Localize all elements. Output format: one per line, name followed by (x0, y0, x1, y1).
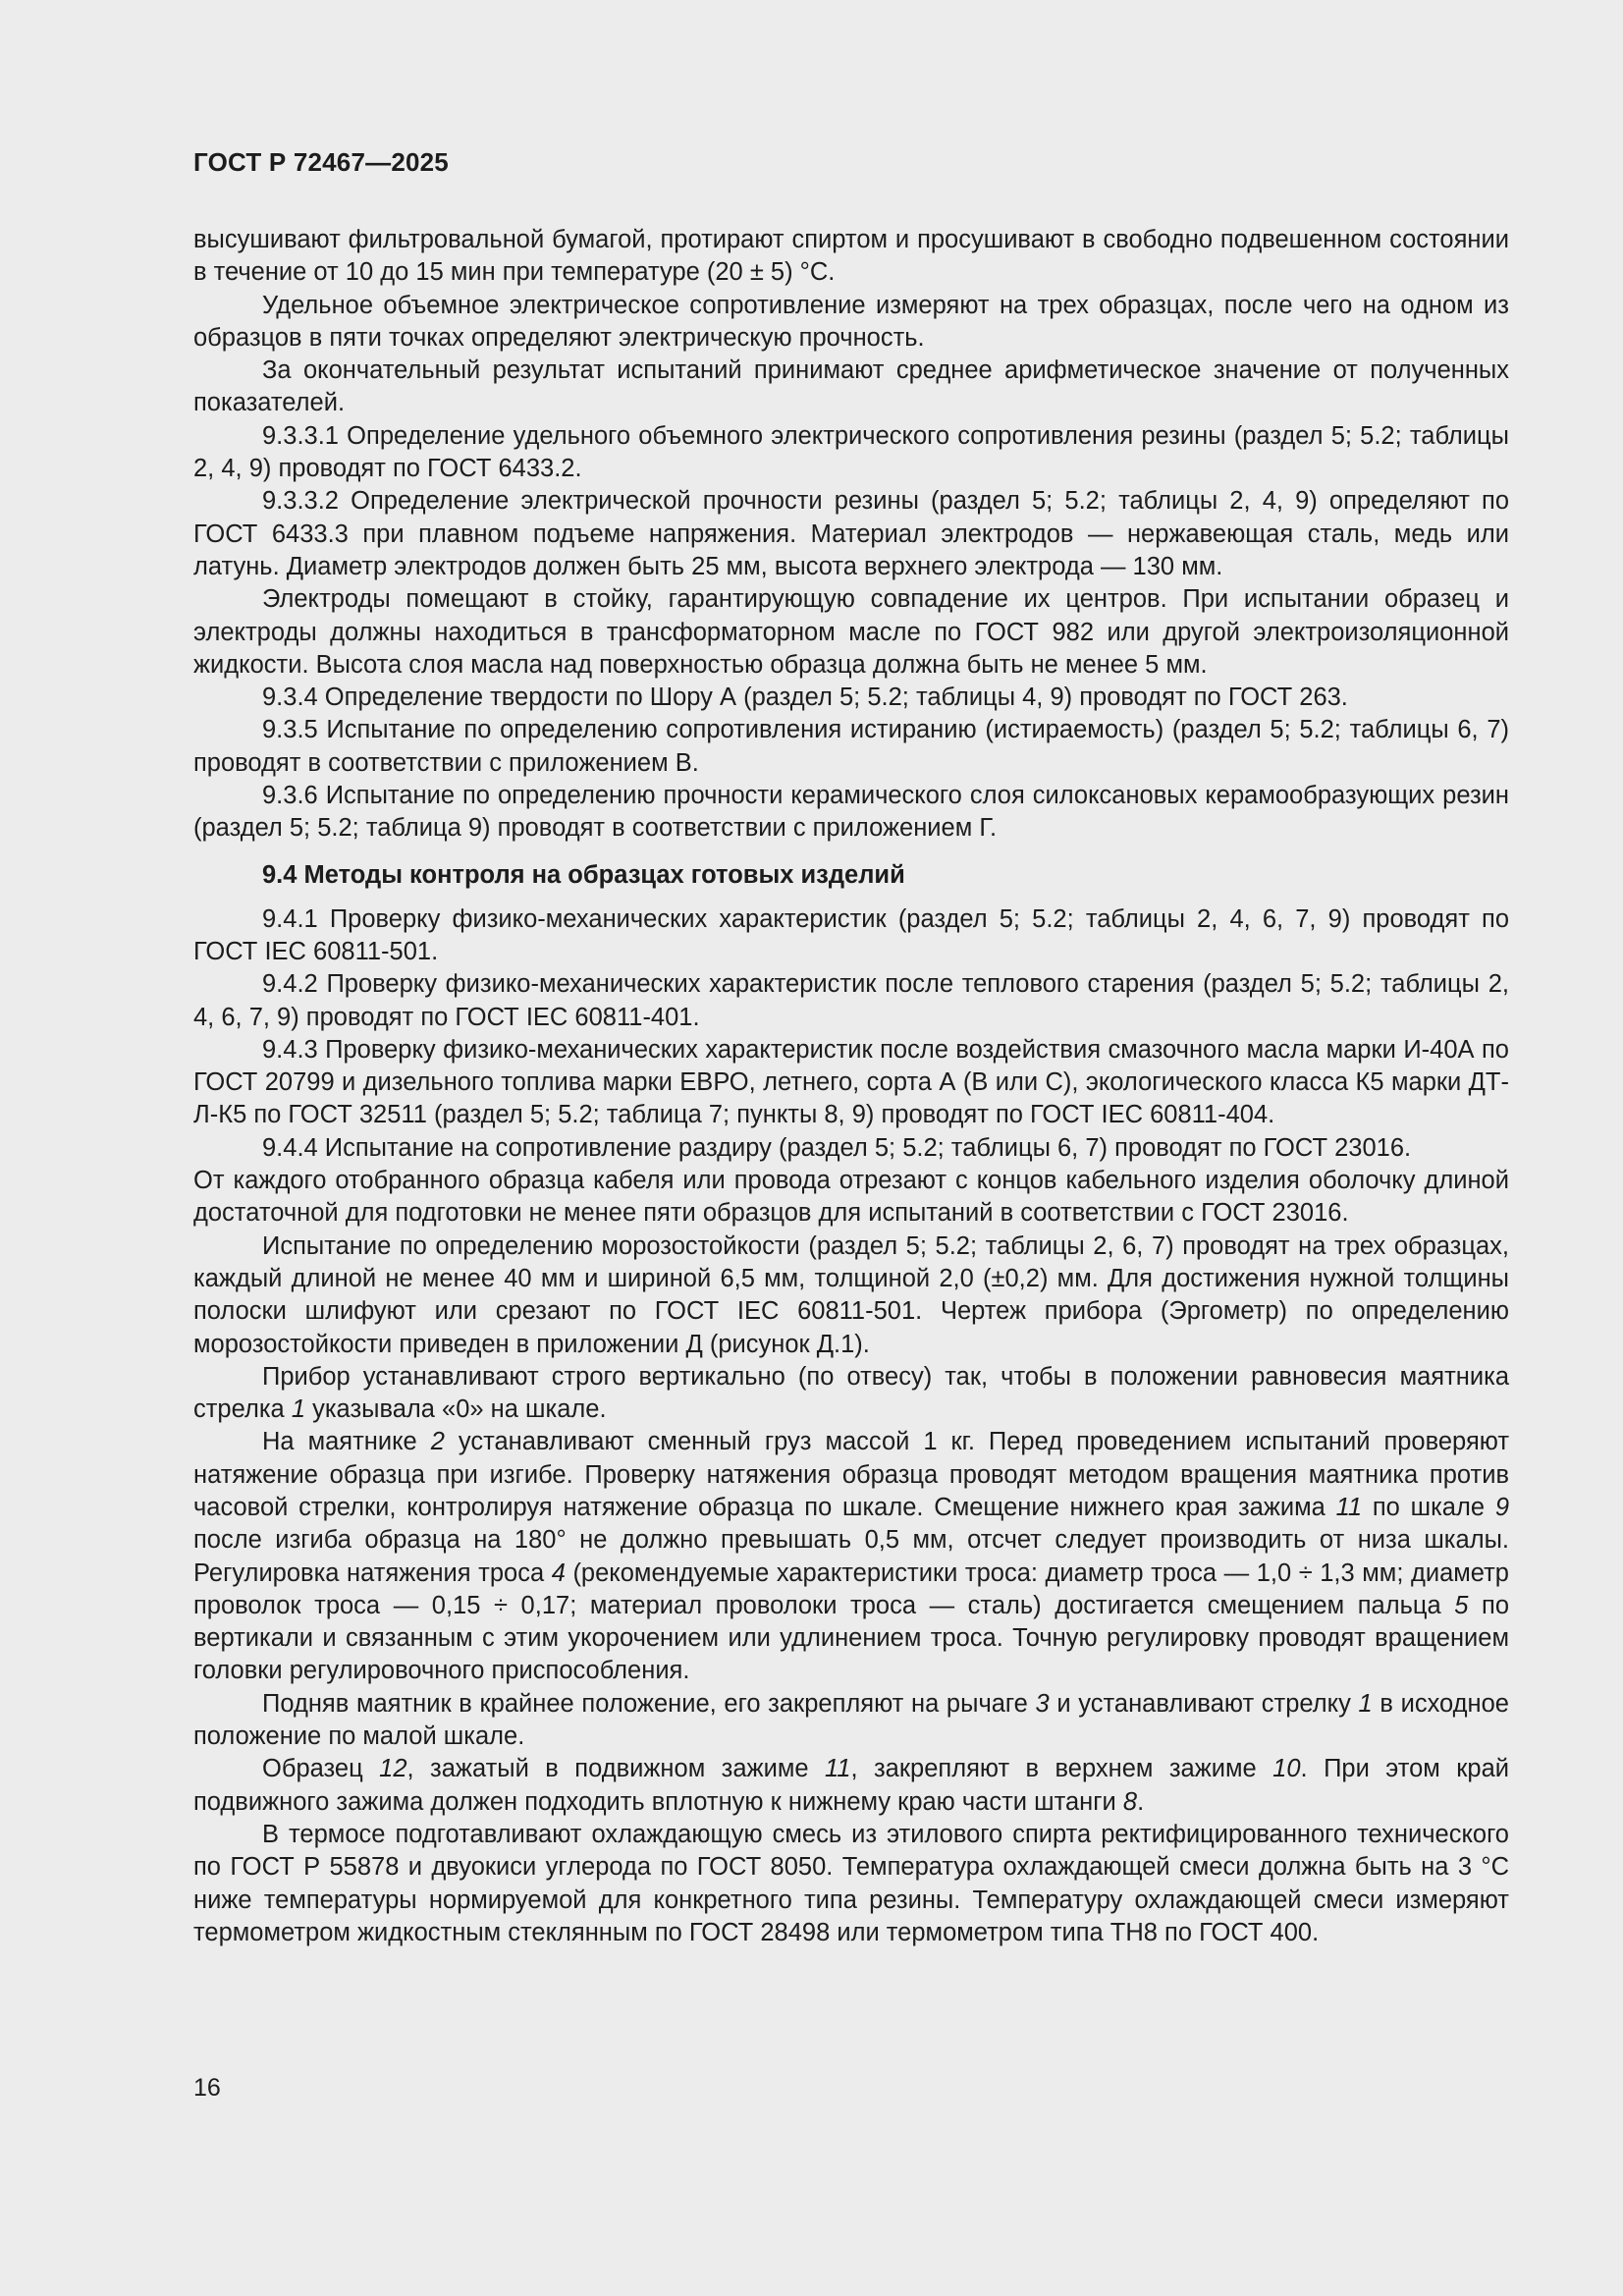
paragraph: 9.4.1 Проверку физико-механических характеристик (раздел 5; 5.2; таблицы 2, 4, 6, 7, 9) проводят по ГОСТ IEC 60811-501. (193, 904, 1509, 965)
text-run: Прибор устанавливают строго вертикально (по отвесу) так, чтобы в положении равновесия маятника стрелка (193, 1362, 1509, 1424)
text-run: и устанавливают стрелку (1049, 1689, 1359, 1718)
text-run: по шкале (1362, 1493, 1495, 1521)
paragraph: 9.4.2 Проверку физико-механических характеристик после теплового старения (раздел 5; 5.2; таблицы 2, 4, 6, 7, 9) проводят по ГОСТ IEC 60811-401. (193, 970, 1509, 1031)
reference-number: 4 (551, 1558, 566, 1587)
reference-number: 2 (430, 1428, 445, 1456)
text-run: по вертикали и связанным с этим укорочением или удлинением троса. Точную регулировку проводят вращением головки регулировочного приспособления. (193, 1591, 1510, 1685)
reference-number: 11 (1335, 1493, 1363, 1521)
reference-number: 9 (1494, 1493, 1509, 1521)
section-heading: 9.4 Методы контроля на образцах готовых изделий (262, 860, 905, 889)
paragraph: От каждого отобранного образца кабеля или провода отрезают с концов кабельного изделия оболочку длиной достаточной для подготовки не менее пяти образцов для испытаний в соответствии с ГОСТ 23016. (193, 1167, 1509, 1228)
reference-number: 10 (1272, 1755, 1301, 1783)
paragraph: высушивают фильтровальной бумагой, протирают спиртом и просушивают в свободно подвешенном состоянии в течение от 10 до 15 мин при температуре (20 ± 5) °С. (193, 226, 1509, 287)
paragraph: Электроды помещают в стойку, гарантирующую совпадение их центров. При испытании образец и электроды должны находиться в трансформаторном масле по ГОСТ 982 или другой электроизоляционной жидкости. Высота слоя масла над поверхностью образца должна быть не менее 5 мм. (193, 585, 1509, 679)
text-run: Подняв маятник в крайнее положение, его закрепляют на рычаге (262, 1689, 1036, 1718)
paragraph: В термосе подготавливают охлаждающую смесь из этилового спирта ректифицированного технического по ГОСТ Р 55878 и двуокиси углерода по ГОСТ 8050. Температура охлаждающей смеси должна быть на 3 °С ниже температуры нормируемой для конкретного типа резины. Температуру охлаждающей смеси измеряют термометром жидкостным стеклянным по ГОСТ 28498 или термометром типа ТН8 по ГОСТ 400. (193, 1820, 1509, 1946)
paragraph: 9.3.6 Испытание по определению прочности керамического слоя силоксановых керамообразующих резин (раздел 5; 5.2; таблица 9) проводят в соответствии с приложением Г. (193, 782, 1509, 843)
paragraph (193, 1688, 1509, 1754)
text-run: после изгиба образца на 180° не должно превышать 0,5 мм, отсчет следует производить от низа шкалы. Регулировка натяжения троса (193, 1526, 1509, 1587)
document-header: ГОСТ Р 72467—2025 (193, 147, 449, 177)
reference-number: 1 (291, 1395, 305, 1424)
paragraph: 9.4.4 Испытание на сопротивление раздиру (раздел 5; 5.2; таблицы 6, 7) проводят по ГОСТ 23016. (262, 1133, 1412, 1162)
paragraph (193, 1426, 1509, 1687)
text-run: , зажатый в подвижном зажиме (406, 1755, 825, 1783)
paragraph (193, 1753, 1509, 1819)
reference-number: 1 (1358, 1689, 1373, 1718)
text-run: На маятнике (262, 1428, 431, 1456)
reference-number: 5 (1454, 1591, 1469, 1619)
reference-number: 8 (1122, 1787, 1138, 1816)
text-run: Образец (262, 1755, 380, 1783)
text-run: . (1137, 1787, 1145, 1816)
reference-number: 12 (379, 1755, 407, 1783)
document-body (193, 224, 1509, 1949)
page-number: 16 (193, 2074, 221, 2102)
paragraph: 9.3.3.1 Определение удельного объемного электрического сопротивления резины (раздел 5; 5.2; таблицы 2, 4, 9) проводят по ГОСТ 6433.2. (193, 421, 1509, 483)
paragraph: Удельное объемное электрическое сопротивление измеряют на трех образцах, после чего на одном из образцов в пяти точках определяют электрическую прочность. (193, 291, 1509, 352)
paragraph: 9.3.5 Испытание по определению сопротивления истиранию (истираемость) (раздел 5; 5.2; таблицы 6, 7) проводят в соответствии с приложением В. (193, 716, 1509, 777)
text-run: . При этом край подвижного зажима должен подходить вплотную к нижнему краю части штанги (193, 1755, 1510, 1816)
text-run: устанавливают сменный груз массой 1 кг. Перед проведением испытаний проверяют натяжение образца при изгибе. Проверку натяжения образца проводят методом вращения маятника против часовой стрелки, контролируя натяжение образца по шкале. Смещение нижнего края зажима (193, 1428, 1510, 1521)
paragraph: 9.3.4 Определение твердости по Шору А (раздел 5; 5.2; таблицы 4, 9) проводят по ГОСТ 263. (262, 683, 1348, 712)
text-run: в исходное положение по малой шкале. (193, 1689, 1509, 1751)
reference-number: 3 (1035, 1689, 1050, 1718)
text-run: , закрепляют в верхнем зажиме (850, 1755, 1273, 1783)
text-run: (рекомендуемые характеристики троса: диаметр троса — 1,0 ÷ 1,3 мм; диаметр проволок троса — 0,15 ÷ 0,17; материал проволоки троса — сталь) достигается смещением пальца (193, 1558, 1509, 1619)
paragraph: Испытание по определению морозостойкости (раздел 5; 5.2; таблицы 2, 6, 7) проводят на трех образцах, каждый длиной не менее 40 мм и шириной 6,5 мм, толщиной 2,0 (±0,2) мм. Для достижения нужной толщины полоски шлифуют или срезают по ГОСТ IEC 60811-501. Чертеж прибора (Эргометр) по определению морозостойкости приведен в приложении Д (рисунок Д.1). (193, 1231, 1509, 1358)
text-run: указывала «0» на шкале. (305, 1395, 607, 1424)
paragraph (193, 1361, 1509, 1427)
paragraph: 9.4.3 Проверку физико-механических характеристик после воздействия смазочного масла марки И-40А по ГОСТ 20799 и дизельного топлива марки ЕВРО, летнего, сорта А (В или С), экологического класса К5 марки ДТ-Л-К5 по ГОСТ 32511 (раздел 5; 5.2; таблица 7; пункты 8, 9) проводят по ГОСТ IEC 60811-404. (193, 1035, 1509, 1129)
paragraph: За окончательный результат испытаний принимают среднее арифметическое значение от полученных показателей. (193, 356, 1509, 417)
reference-number: 11 (824, 1755, 851, 1783)
paragraph: 9.3.3.2 Определение электрической прочности резины (раздел 5; 5.2; таблицы 2, 4, 9) определяют по ГОСТ 6433.3 при плавном подъеме напряжения. Материал электродов — нержавеющая сталь, медь или латунь. Диаметр электродов должен быть 25 мм, высота верхнего электрода — 130 мм. (193, 487, 1509, 580)
